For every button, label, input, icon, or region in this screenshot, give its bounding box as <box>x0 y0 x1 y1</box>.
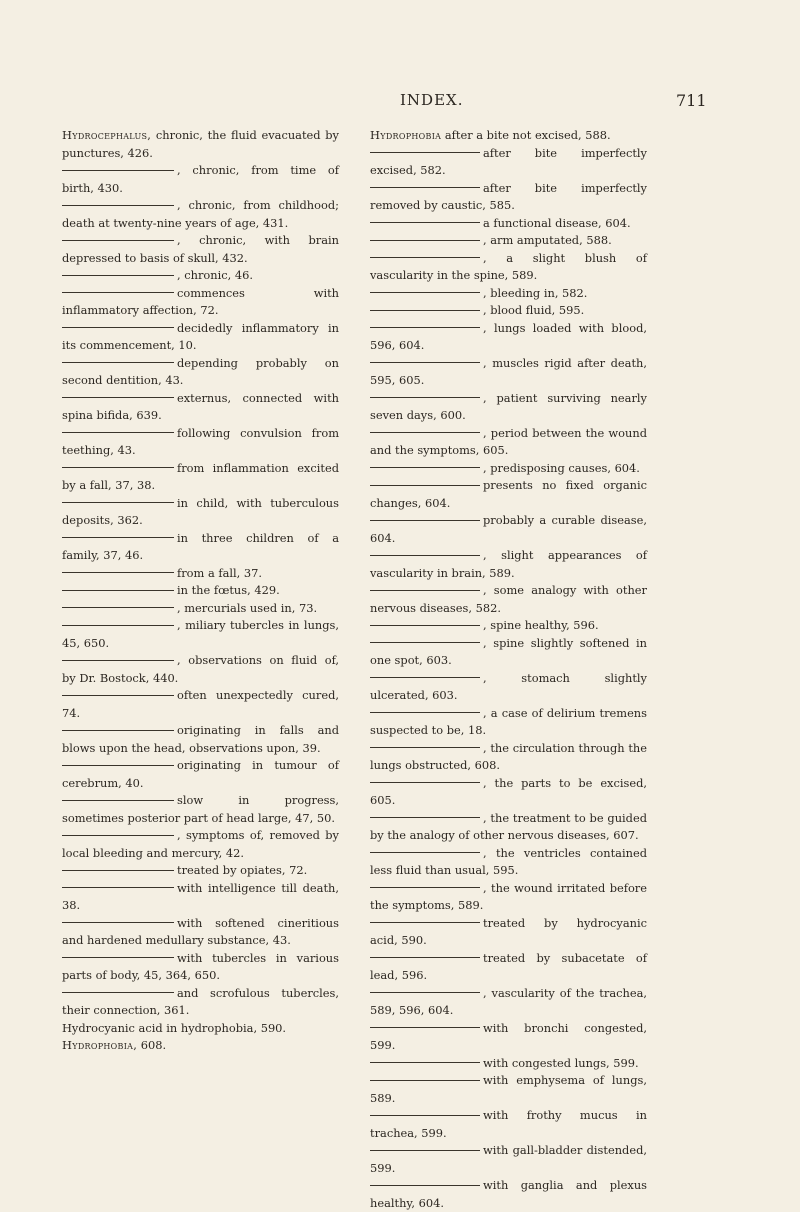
index-entry <box>370 880 647 915</box>
entry-text: commences with inflammatory affection, 72. <box>62 285 339 317</box>
ditto-rule <box>370 152 480 153</box>
ditto-rule <box>370 327 480 328</box>
index-entry <box>370 705 647 740</box>
index-entry <box>370 355 647 390</box>
index-entry <box>62 530 339 565</box>
index-entry <box>62 600 339 618</box>
index-entry <box>370 985 647 1020</box>
index-entry <box>370 1072 647 1107</box>
entry-text: often unexpectedly cured, 74. <box>62 688 339 720</box>
index-entry <box>370 215 647 233</box>
entry-text: a functional disease, 604. <box>483 215 631 230</box>
entry-text: from inflammation excited by a fall, 37, 38. <box>62 460 339 492</box>
page-header <box>60 91 707 113</box>
entry-text: , chronic, from childhood; death at twenty-nine years of age, 431. <box>62 198 339 230</box>
index-column-left <box>62 127 339 1055</box>
entry-text: with bronchi congested, 599. <box>370 1020 647 1052</box>
index-entry <box>62 582 339 600</box>
ditto-rule <box>370 922 480 923</box>
ditto-rule <box>370 1027 480 1028</box>
index-entry <box>370 145 647 180</box>
entry-text: with intelligence till death, 38. <box>62 880 339 912</box>
entry-text: , spine slightly softened in one spot, 603. <box>370 635 647 667</box>
entry-text: treated by hydrocyanic acid, 590. <box>370 915 647 947</box>
ditto-rule <box>62 922 174 923</box>
index-entry <box>62 355 339 390</box>
ditto-rule <box>370 432 480 433</box>
index-entry <box>62 127 339 162</box>
entry-heading: Hydrophobia, <box>62 1038 138 1052</box>
index-entry <box>62 285 339 320</box>
index-entry <box>370 320 647 355</box>
entry-text: with emphysema of lungs, 589. <box>370 1073 647 1105</box>
entry-text: with tubercles in various parts of body, 45, 364, 650. <box>62 950 339 982</box>
ditto-rule <box>370 747 480 748</box>
ditto-rule <box>370 590 480 591</box>
entry-text: , muscles rigid after death, 595, 605. <box>370 355 647 387</box>
index-entry <box>62 985 339 1020</box>
index-entry <box>62 827 339 862</box>
ditto-rule <box>370 292 480 293</box>
entry-text: externus, connected with spina bifida, 639. <box>62 390 339 422</box>
index-entry <box>62 232 339 267</box>
ditto-rule <box>62 327 174 328</box>
ditto-rule <box>370 712 480 713</box>
index-entry <box>62 792 339 827</box>
entry-text: , observations on fluid of, by Dr. Bostock, 440. <box>62 653 339 685</box>
running-head: INDEX. <box>400 91 464 109</box>
entry-text: 608. <box>140 1038 167 1052</box>
ditto-rule <box>370 555 480 556</box>
index-entry <box>370 810 647 845</box>
index-entry <box>370 582 647 617</box>
ditto-rule <box>370 222 480 223</box>
index-entry <box>62 687 339 722</box>
entry-text: , symptoms of, removed by local bleeding and mercury, 42. <box>62 828 339 860</box>
index-entry <box>370 232 647 250</box>
index-entry <box>62 950 339 985</box>
ditto-rule <box>370 1062 480 1063</box>
entry-text: originating in falls and blows upon the head, observations upon, 39. <box>62 723 339 755</box>
ditto-rule <box>370 485 480 486</box>
entry-text: with softened cineritious and hardened medullary substance, 43. <box>62 915 339 947</box>
entry-text: , chronic, 46. <box>177 268 253 282</box>
ditto-rule <box>370 992 480 993</box>
ditto-rule <box>370 642 480 643</box>
ditto-rule <box>62 397 174 398</box>
entry-text: , arm amputated, 588. <box>483 233 612 247</box>
ditto-rule <box>62 362 174 363</box>
ditto-rule <box>370 957 480 958</box>
index-entry <box>62 425 339 460</box>
entry-text: in the fœtus, 429. <box>177 583 280 597</box>
entry-text: , blood fluid, 595. <box>483 303 585 317</box>
index-entry <box>370 740 647 775</box>
ditto-rule <box>370 625 480 626</box>
entry-text: presents no fixed organic changes, 604. <box>370 478 647 510</box>
index-entry <box>370 1142 647 1177</box>
entry-text: depending probably on second dentition, 43. <box>62 355 339 387</box>
index-entry <box>62 617 339 652</box>
entry-text: , miliary tubercles in lungs, 45, 650. <box>62 618 339 650</box>
entry-text: following convulsion from teething, 43. <box>62 425 339 457</box>
entry-text: , bleeding in, 582. <box>483 285 588 300</box>
ditto-rule <box>62 625 174 626</box>
ditto-rule <box>62 205 174 206</box>
ditto-rule <box>62 572 174 573</box>
index-entry <box>370 390 647 425</box>
index-entry <box>370 617 647 635</box>
index-entry <box>370 915 647 950</box>
ditto-rule <box>62 275 174 276</box>
index-entry <box>370 1107 647 1142</box>
ditto-rule <box>62 730 174 731</box>
ditto-rule <box>62 537 174 538</box>
index-entry <box>370 425 647 460</box>
entry-heading: Hydrocephalus, <box>62 128 152 142</box>
index-entry <box>370 1020 647 1055</box>
ditto-rule <box>62 835 174 836</box>
ditto-rule <box>62 887 174 888</box>
entry-text: , chronic, with brain depressed to basis of skull, 432. <box>62 233 339 265</box>
entry-text: in child, with tuberculous deposits, 362. <box>62 495 339 527</box>
entry-text: from a fall, 37. <box>177 565 263 580</box>
index-entry <box>62 267 339 285</box>
index-entry <box>62 915 339 950</box>
entry-text: , the treatment to be guided by the analogy of other nervous diseases, 607. <box>370 810 647 842</box>
ditto-rule <box>370 257 480 258</box>
entry-heading: Hydrophobia <box>370 128 442 142</box>
ditto-rule <box>370 310 480 311</box>
ditto-rule <box>370 677 480 678</box>
index-entry <box>62 162 339 197</box>
entry-text: , spine healthy, 596. <box>483 618 599 632</box>
entry-text: , the circulation through the lungs obstructed, 608. <box>370 740 647 772</box>
ditto-rule <box>370 1185 480 1186</box>
index-entry <box>62 460 339 495</box>
index-entry <box>370 775 647 810</box>
entry-text: , slight appearances of vascularity in brain, 589. <box>370 548 647 580</box>
index-entry <box>62 862 339 880</box>
entry-text: treated by subacetate of lead, 596. <box>370 950 647 982</box>
index-entry <box>370 1055 647 1073</box>
ditto-rule <box>370 887 480 888</box>
ditto-rule <box>62 502 174 503</box>
index-entry <box>62 1037 339 1055</box>
ditto-rule <box>62 660 174 661</box>
index-entry <box>370 180 647 215</box>
index-column-right <box>370 127 647 1212</box>
ditto-rule <box>370 817 480 818</box>
index-entry <box>62 757 339 792</box>
entry-text: , the wound irritated before the symptoms, 589. <box>370 880 647 912</box>
ditto-rule <box>370 520 480 521</box>
ditto-rule <box>62 800 174 801</box>
entry-text: originating in tumour of cerebrum, 40. <box>62 758 339 790</box>
ditto-rule <box>62 992 174 993</box>
index-entry <box>370 1177 647 1212</box>
ditto-rule <box>62 590 174 591</box>
entry-text: with frothy mucus in trachea, 599. <box>370 1108 647 1140</box>
index-entry <box>62 880 339 915</box>
index-entry <box>62 722 339 757</box>
ditto-rule <box>62 467 174 468</box>
entry-text: with ganglia and plexus healthy, 604. <box>370 1178 647 1210</box>
ditto-rule <box>62 240 174 241</box>
ditto-rule <box>62 292 174 293</box>
index-entry <box>370 460 647 478</box>
ditto-rule <box>370 397 480 398</box>
ditto-rule <box>370 1150 480 1151</box>
entry-text: , chronic, from time of birth, 430. <box>62 163 339 195</box>
entry-text: with gall-bladder distended, 599. <box>370 1143 647 1175</box>
index-entry <box>370 477 647 512</box>
index-entry <box>370 845 647 880</box>
ditto-rule <box>62 607 174 608</box>
entry-text: chronic, the fluid evacuated by punctures, 426. <box>62 128 339 160</box>
entry-text: and scrofulous tubercles, their connection, 361. <box>62 985 339 1017</box>
index-entry <box>370 250 647 285</box>
ditto-rule <box>370 1115 480 1116</box>
entry-text: slow in progress, sometimes posterior part of head large, 47, 50. <box>62 793 339 825</box>
index-entry <box>370 950 647 985</box>
ditto-rule <box>370 1080 480 1081</box>
entry-text: , some analogy with other nervous diseases, 582. <box>370 583 647 615</box>
entry-text: treated by opiates, 72. <box>177 863 308 877</box>
ditto-rule <box>62 432 174 433</box>
ditto-rule <box>370 782 480 783</box>
entry-text: , the parts to be excised, 605. <box>370 775 647 807</box>
entry-text: probably a curable disease, 604. <box>370 513 647 545</box>
entry-text: in three children of a family, 37, 46. <box>62 530 339 562</box>
entry-text: , stomach slightly ulcerated, 603. <box>370 670 647 702</box>
entry-text: , vascularity of the trachea, 589, 596, 604. <box>370 985 647 1017</box>
ditto-rule <box>370 240 480 241</box>
entry-text: with congested lungs, 599. <box>483 1055 639 1070</box>
entry-text: , patient surviving nearly seven days, 600. <box>370 390 647 422</box>
index-entry <box>62 197 339 232</box>
ditto-rule <box>370 467 480 468</box>
entry-text: , mercurials used in, 73. <box>177 600 318 615</box>
index-entry <box>62 565 339 583</box>
index-entry <box>370 635 647 670</box>
index-entry <box>370 512 647 547</box>
entry-text: Hydrocyanic acid in hydrophobia, 590. <box>62 1020 287 1035</box>
index-entry <box>62 652 339 687</box>
entry-text: , period between the wound and the symptoms, 605. <box>370 425 647 457</box>
entry-text: , a case of delirium tremens suspected to be, 18. <box>370 705 647 737</box>
ditto-rule <box>62 695 174 696</box>
index-entry <box>370 285 647 303</box>
entry-text: after bite imperfectly excised, 582. <box>370 145 647 177</box>
index-entry <box>62 495 339 530</box>
entry-text: after a bite not excised, 588. <box>444 128 611 142</box>
index-entry <box>370 302 647 320</box>
entry-text: , a slight blush of vascularity in the spine, 589. <box>370 250 647 282</box>
entry-text: , predisposing causes, 604. <box>483 460 640 475</box>
page-number: 711 <box>676 91 707 110</box>
index-entry <box>370 670 647 705</box>
index-entry <box>370 547 647 582</box>
index-entry <box>370 127 647 145</box>
ditto-rule <box>62 170 174 171</box>
index-entry <box>62 1020 339 1038</box>
ditto-rule <box>370 852 480 853</box>
ditto-rule <box>62 765 174 766</box>
entry-text: decidedly inflammatory in its commencement, 10. <box>62 320 339 352</box>
ditto-rule <box>62 870 174 871</box>
ditto-rule <box>62 957 174 958</box>
ditto-rule <box>370 187 480 188</box>
index-entry <box>62 320 339 355</box>
entry-text: , lungs loaded with blood, 596, 604. <box>370 320 647 352</box>
ditto-rule <box>370 362 480 363</box>
index-entry <box>62 390 339 425</box>
entry-text: , the ventricles contained less fluid than usual, 595. <box>370 845 647 877</box>
entry-text: after bite imperfectly removed by caustic, 585. <box>370 180 647 212</box>
